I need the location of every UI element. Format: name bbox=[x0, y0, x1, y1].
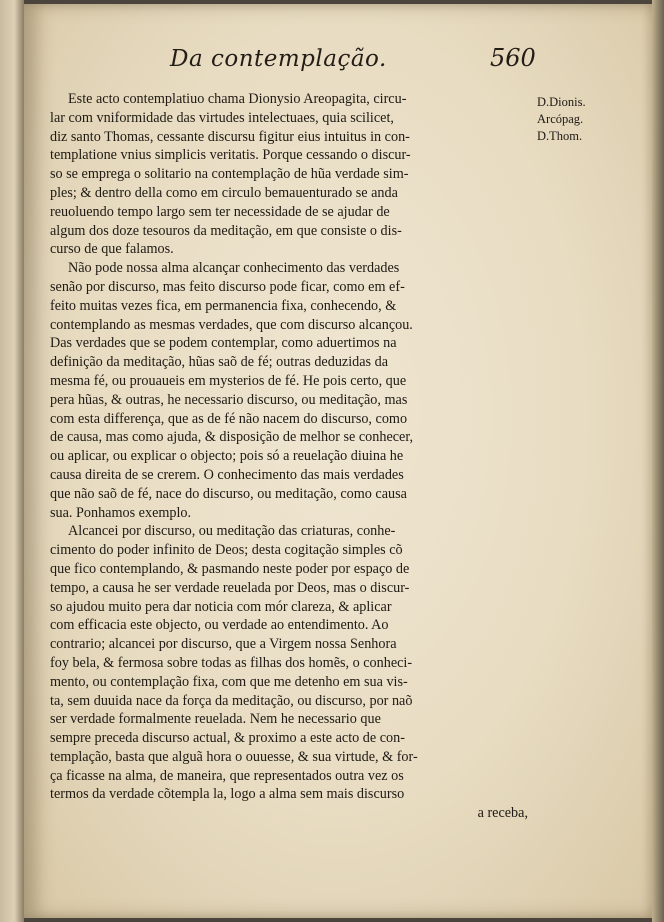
text-line: algum dos doze tesouros da meditação, em que consiste o dis- bbox=[50, 222, 402, 239]
text-line: definição da meditação, hũas saõ de fé; outras deduzidas da bbox=[50, 354, 388, 371]
margin-note: D.Dionis. bbox=[537, 95, 586, 109]
text-line: contrario; alcancei por discurso, que a Virgem nossa Senhora bbox=[50, 636, 397, 653]
text-line: termos da verdade cõtempla la, logo a alma sem mais discurso bbox=[50, 786, 405, 803]
text-line: senão por discurso, mas feito discurso pode ficar, como em ef- bbox=[50, 278, 405, 295]
text-line: Das verdades que se podem contemplar, como aduertimos na bbox=[50, 335, 397, 352]
text-line: so se emprega o solitario na contemplação de hũa verdade sim- bbox=[50, 166, 409, 183]
margin-notes bbox=[537, 94, 647, 145]
text-line: templação, basta que alguã hora o ouuesse, & sua virtude, & for- bbox=[50, 748, 418, 765]
running-head-title: Da contemplação. bbox=[170, 46, 387, 72]
text-line: contemplando as mesmas verdades, que com discurso alcançou. bbox=[50, 316, 413, 333]
text-line: cimento do poder infinito de Deos; desta cogitação simples cõ bbox=[50, 542, 403, 559]
text-line: sempre preceda discurso actual, & proximo a este acto de con- bbox=[50, 730, 405, 747]
text-line: causa direita de se crerem. O conhecimento das mais verdades bbox=[50, 466, 404, 483]
page-edge-right bbox=[652, 0, 664, 922]
body-text bbox=[50, 90, 528, 823]
text-line: foy bela, & fermosa sobre todas as filhas dos homẽs, o conheci- bbox=[50, 654, 413, 671]
text-line: Não pode nossa alma alcançar conhecimento das verdades bbox=[68, 260, 400, 277]
text-line: mesma fé, ou prouaueis em mysterios de fé. He pois certo, que bbox=[50, 372, 407, 389]
text-line: ou aplicar, ou explicar o objecto; pois só a reuelação diuina he bbox=[50, 448, 404, 465]
text-line: a receba, bbox=[477, 805, 528, 822]
text-line: ta, sem duuida nace da força da meditação, ou discurso, por naõ bbox=[50, 692, 413, 709]
facing-page-edge bbox=[0, 0, 24, 922]
text-line: curso de que falamos. bbox=[50, 241, 174, 258]
text-line: diz santo Thomas, cessante discursu figitur eius intuitus in con- bbox=[50, 128, 410, 145]
text-line: Este acto contemplatiuo chama Dionysio Areopagita, circu- bbox=[68, 91, 407, 107]
text-line: sua. Ponhamos exemplo. bbox=[50, 504, 192, 521]
text-line: de causa, mas como ajuda, & disposição de melhor se conhecer, bbox=[50, 429, 414, 446]
text-line: lar com vniformidade das virtudes intelectuaes, quia scilicet, bbox=[50, 109, 394, 126]
text-line: reuoluendo tempo largo sem ter necessidade de se ajudar de bbox=[50, 203, 390, 220]
margin-note: D.Thom. bbox=[537, 129, 583, 143]
text-line: Alcancei por discurso, ou meditação das criaturas, conhe- bbox=[68, 523, 396, 540]
text-line: so ajudou muito pera dar noticia com mór clareza, & aplicar bbox=[50, 598, 392, 615]
text-line: pera hũas, & outras, he necessario discurso, ou meditação, mas bbox=[50, 391, 408, 408]
text-line: ples; & dentro della como em circulo bemauenturado se anda bbox=[50, 184, 398, 201]
text-line: mento, ou contemplação fixa, com que me detenho em sua vis- bbox=[50, 673, 408, 690]
text-line: feito muitas vezes fica, em permanencia fixa, conhecendo, & bbox=[50, 297, 397, 314]
margin-note: Arcópag. bbox=[537, 112, 584, 126]
text-line: com esta differença, que as de fé não nacem do discurso, como bbox=[50, 410, 408, 427]
text-line: templatione vnius simplicis veritatis. Porque cessando o discur- bbox=[50, 147, 411, 164]
text-line: com efficacia este objecto, ou verdade ao entendimento. Ao bbox=[50, 617, 389, 634]
text-line: ser verdade formalmente reuelada. Nem he necessario que bbox=[50, 711, 381, 728]
text-line: que fico contemplando, & pasmando neste poder por espaço de bbox=[50, 560, 410, 577]
text-line: ça ficasse na alma, de maneira, que representados outra vez os bbox=[50, 767, 404, 784]
page-number: 560 bbox=[490, 44, 536, 72]
text-line: tempo, a causa he ser verdade reuelada por Deos, mas o discur- bbox=[50, 579, 410, 596]
text-line: que não saõ de fé, nace do discurso, ou meditação, como causa bbox=[50, 485, 407, 502]
